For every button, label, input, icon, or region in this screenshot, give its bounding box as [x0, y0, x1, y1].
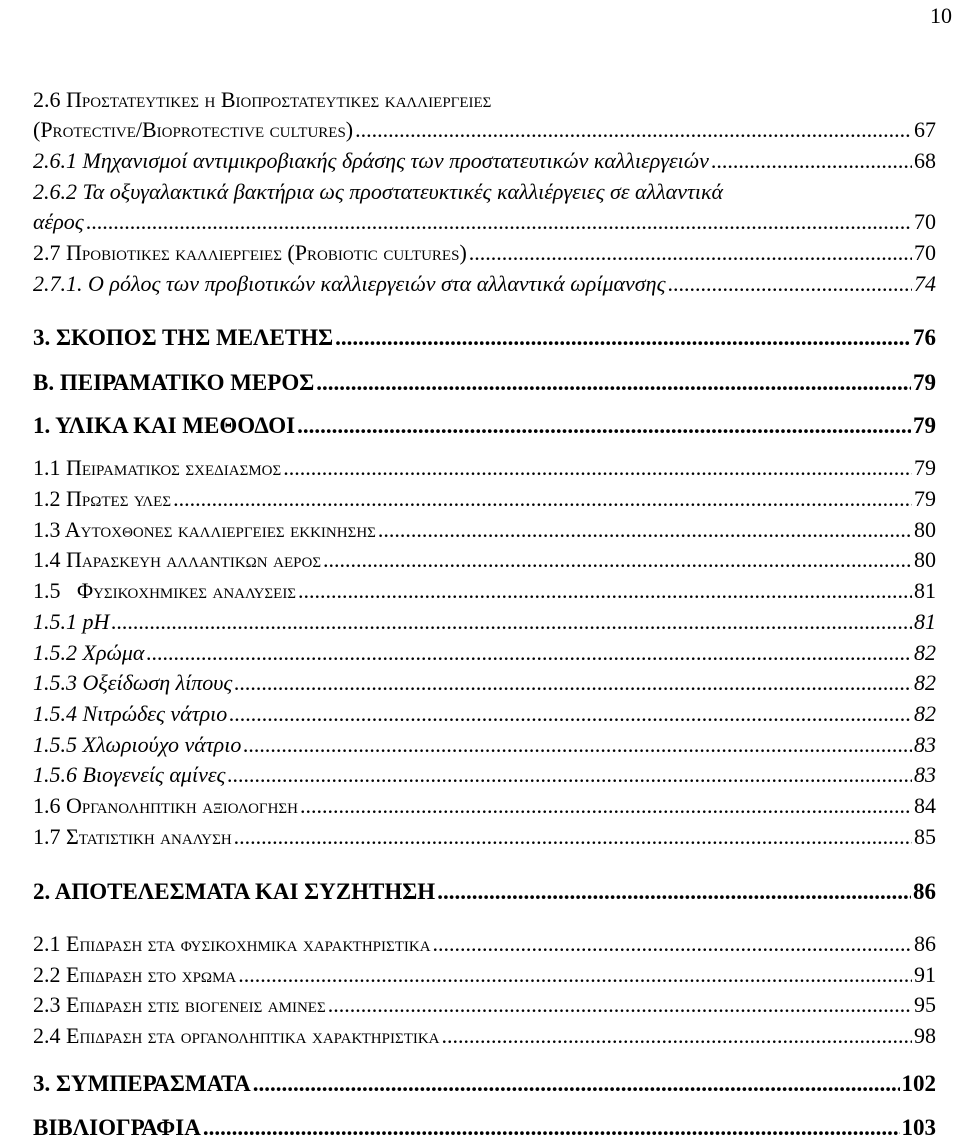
dot-leader — [328, 989, 912, 1021]
toc-entry[interactable] — [33, 637, 936, 669]
dot-leader — [378, 514, 912, 546]
toc-entry — [33, 176, 936, 208]
toc-entry[interactable] — [33, 410, 936, 442]
dot-leader — [469, 237, 912, 269]
toc-entry-page: 76 — [913, 325, 936, 350]
dot-leader — [238, 959, 912, 991]
toc-entry-page: 74 — [914, 271, 936, 296]
dot-leader — [234, 821, 912, 853]
page-number: 10 — [930, 3, 952, 28]
toc-entry[interactable] — [33, 268, 936, 300]
toc-entry-title: 2.1 Επιδραση στα φυσικοχημικα χαρακτηριστικα — [33, 931, 431, 956]
dot-leader — [86, 206, 912, 238]
toc-entry[interactable] — [33, 989, 936, 1021]
toc-entry[interactable] — [33, 1068, 936, 1100]
toc-entry[interactable] — [33, 322, 936, 354]
toc-entry-title: 1.3 Αυτοχθονες καλλιεργειες εκκινησης — [33, 517, 376, 542]
toc-entry-page: 79 — [913, 413, 936, 438]
toc-entry[interactable] — [33, 145, 936, 177]
toc-entry[interactable] — [33, 367, 936, 399]
dot-leader — [300, 790, 912, 822]
toc-entry-page: 103 — [901, 1115, 936, 1140]
toc-entry[interactable] — [33, 729, 936, 761]
toc-entry-page: 68 — [914, 148, 936, 173]
toc-entry-page: 80 — [914, 517, 936, 542]
dot-leader — [433, 928, 912, 960]
toc-entry[interactable] — [33, 759, 936, 791]
dot-leader — [297, 410, 911, 442]
toc-entry-title: 1.5.2 Χρώμα — [33, 640, 145, 665]
toc-entry[interactable] — [33, 1112, 936, 1144]
toc-entry[interactable] — [33, 514, 936, 546]
toc-entry[interactable] — [33, 544, 936, 576]
dot-leader — [437, 876, 911, 908]
toc-entry-title: 1.1 Πειραματικος σχεδιασμος — [33, 455, 282, 480]
toc-entry-page: 102 — [901, 1071, 936, 1096]
toc-entry[interactable] — [33, 1020, 936, 1052]
toc-entry-title: 1.4 Παρασκευη αλλαντικων αερος — [33, 547, 322, 572]
toc-entry-title: 3. ΣΚΟΠΟΣ ΤΗΣ ΜΕΛΕΤΗΣ — [33, 325, 334, 350]
toc-entry[interactable] — [33, 928, 936, 960]
toc-entry[interactable] — [33, 606, 936, 638]
toc-entry-page: 70 — [914, 209, 936, 234]
dot-leader — [668, 268, 913, 300]
toc-entry-page: 91 — [914, 962, 936, 987]
dot-leader — [229, 698, 912, 730]
toc-entry-page: 82 — [914, 670, 936, 695]
toc-entry[interactable] — [33, 483, 936, 515]
dot-leader — [173, 483, 912, 515]
toc-entry-page: 79 — [914, 486, 936, 511]
toc-entry[interactable] — [33, 114, 936, 146]
toc-entry-title: 1.5.1 pH — [33, 609, 110, 634]
dot-leader — [243, 729, 912, 761]
toc-entry-page: 84 — [914, 793, 936, 818]
toc-entry-title: 2.6.1 Μηχανισμοί αντιμικροβιακής δράσης των προστατευτικών καλλιεργειών — [33, 148, 709, 173]
toc-entry-title: 3. ΣΥΜΠΕΡΑΣΜΑΤΑ — [33, 1071, 251, 1096]
toc-entry-page: 86 — [913, 879, 936, 904]
dot-leader — [203, 1112, 900, 1144]
toc-entry-page: 79 — [913, 370, 936, 395]
dot-leader — [335, 322, 911, 354]
toc-entry-page: 67 — [914, 117, 936, 142]
toc-entry-title: (Protective/Bioprotective cultures) — [33, 117, 354, 142]
toc-entry-title: 1. ΥΛΙΚΑ ΚΑΙ ΜΕΘΟΔΟΙ — [33, 413, 296, 438]
toc-entry-page: 81 — [914, 609, 936, 634]
dot-leader — [711, 145, 912, 177]
toc-entry-title: ΒΙΒΛΙΟΓΡΑΦΙΑ — [33, 1115, 201, 1140]
toc-entry-page: 82 — [914, 640, 936, 665]
toc-entry-title: 1.5.5 Χλωριούχο νάτριο — [33, 732, 242, 757]
dot-leader — [442, 1020, 912, 1052]
toc-entry-title: Β. ΠΕΙΡΑΜΑΤΙΚΟ ΜΕΡΟΣ — [33, 370, 315, 395]
dot-leader — [146, 637, 912, 669]
toc-entry-title: 1.7 Στατιστικη αναλυση — [33, 824, 232, 849]
toc-entry-title: 1.5.4 Νιτρώδες νάτριο — [33, 701, 228, 726]
toc-entry[interactable] — [33, 237, 936, 269]
toc-entry[interactable] — [33, 790, 936, 822]
dot-leader — [111, 606, 912, 638]
dot-leader — [298, 575, 912, 607]
toc-entry-page: 98 — [914, 1023, 936, 1048]
toc-entry-title: 1.5.3 Οξείδωση λίπους — [33, 670, 233, 695]
toc-entry — [33, 84, 936, 116]
toc-entry-page: 86 — [914, 931, 936, 956]
toc-entry-title: 2.7.1. Ο ρόλος των προβιοτικών καλλιεργειών στα αλλαντικά ωρίμανσης — [33, 271, 666, 296]
toc-entry-title: 1.5.6 Βιογενείς αμίνες — [33, 762, 226, 787]
dot-leader — [253, 1068, 900, 1100]
toc-entry[interactable] — [33, 667, 936, 699]
toc-entry[interactable] — [33, 698, 936, 730]
dot-leader — [283, 452, 912, 484]
toc-entry-title: 1.6 Οργανοληπτικη αξιολογηση — [33, 793, 298, 818]
dot-leader — [323, 544, 912, 576]
dot-leader — [355, 114, 912, 146]
dot-leader — [316, 367, 911, 399]
dot-leader — [227, 759, 912, 791]
toc-entry-title: 2.2 Επιδραση στο χρωμα — [33, 962, 237, 987]
dot-leader — [234, 667, 912, 699]
toc-entry-title: 2.6.2 Τα οξυγαλακτικά βακτήρια ως προστατευκτικές καλλιέργειες σε αλλαντικά — [33, 179, 724, 204]
toc-entry-title: αέρος — [33, 209, 84, 234]
toc-entry-page: 82 — [914, 701, 936, 726]
toc-entry-title: 2. ΑΠΟΤΕΛΕΣΜΑΤΑ ΚΑΙ ΣΥΖΗΤΗΣΗ — [33, 879, 436, 904]
toc-entry-title: 2.3 Επιδραση στις βιογενεις αμινες — [33, 992, 326, 1017]
toc-entry-page: 83 — [914, 762, 936, 787]
toc-entry[interactable] — [33, 821, 936, 853]
toc-entry-page: 70 — [914, 240, 936, 265]
toc-entry-title: 2.7 Προβιοτικες καλλιεργειες (Probiotic cultures) — [33, 240, 467, 265]
toc-entry-page: 79 — [914, 455, 936, 480]
toc-entry-page: 95 — [914, 992, 936, 1017]
toc-entry[interactable] — [33, 452, 936, 484]
toc-entry-title: 2.4 Επιδραση στα οργανοληπτικα χαρακτηριστικα — [33, 1023, 440, 1048]
toc-entry-page: 85 — [914, 824, 936, 849]
toc-entry-title: 1.5 Φυσικοχημικες αναλυσεις — [33, 578, 297, 603]
toc-entry[interactable] — [33, 959, 936, 991]
toc-entry[interactable] — [33, 575, 936, 607]
toc-entry-title: 2.6 Προστατευτικες η Βιοπροστατευτικες καλλιεργειες — [33, 87, 492, 112]
toc-entry-page: 80 — [914, 547, 936, 572]
toc-entry-page: 81 — [914, 578, 936, 603]
toc-entry[interactable] — [33, 876, 936, 908]
toc-entry-title: 1.2 Πρωτες υλες — [33, 486, 172, 511]
toc-entry-page: 83 — [914, 732, 936, 757]
toc-entry[interactable] — [33, 206, 936, 238]
